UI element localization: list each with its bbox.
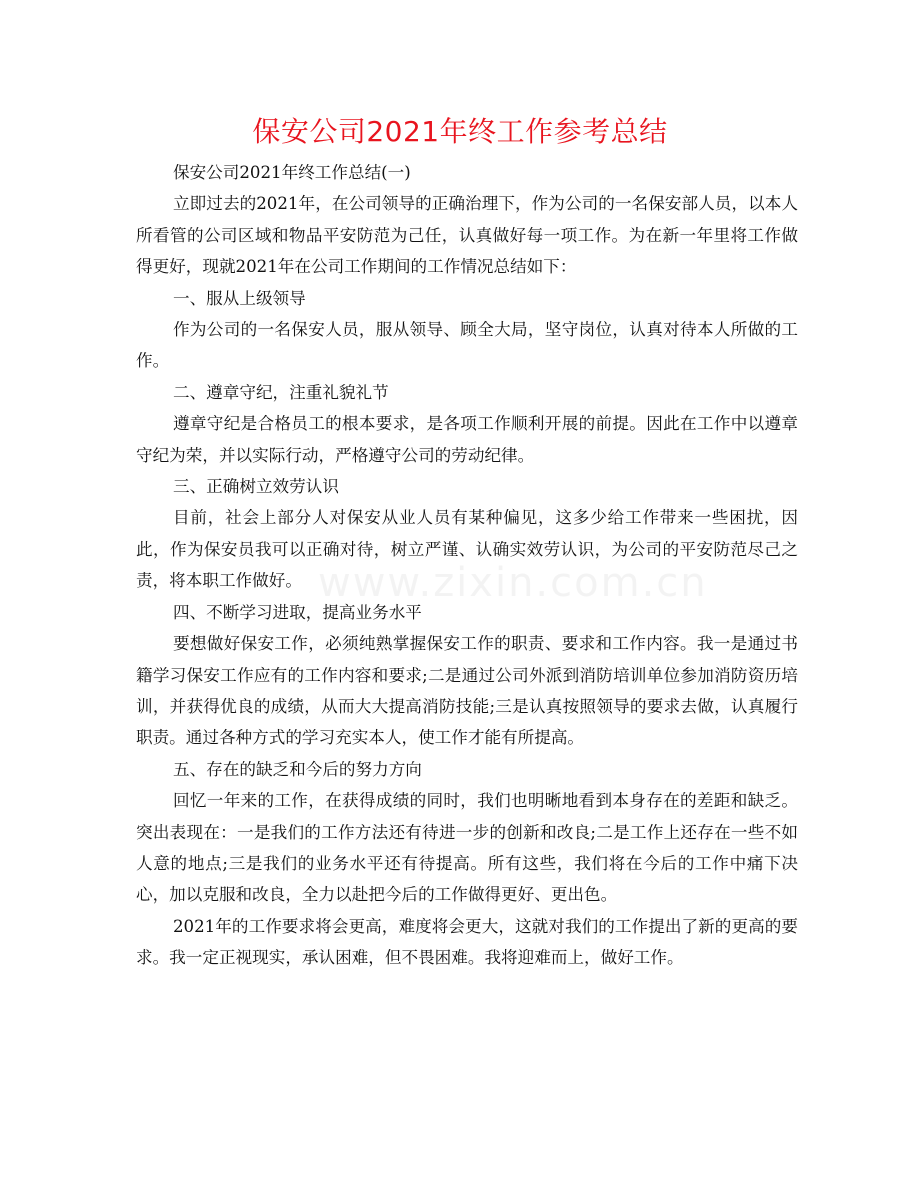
- section-heading-1: 一、服从上级领导: [173, 288, 306, 308]
- section-body-1: 作为公司的一名保安人员，服从领导、顾全大局，坚守岗位，认真对待本人所做的工作。: [136, 320, 798, 371]
- section-heading-4: 四、不断学习进取，提高业务水平: [173, 602, 422, 622]
- document-title: 保安公司2021年终工作参考总结: [252, 115, 668, 148]
- section-body-3: 目前，社会上部分人对保安从业人员有某种偏见，这多少给工作带来一些困扰，因此，作为保安员我可以正确对待，树立严谨、认确实效劳认识，为公司的平安防范尽己之责，将本职工作做好。: [136, 508, 798, 591]
- document-body: [136, 157, 798, 974]
- section-heading-3: 三、正确树立效劳认识: [173, 477, 339, 497]
- watermark: www.zixin.com.cn: [318, 560, 708, 606]
- section-heading-5: 五、存在的缺乏和今后的努力方向: [173, 759, 422, 779]
- section-body-2: 遵章守纪是合格员工的根本要求，是各项工作顺利开展的前提。因此在工作中以遵章守纪为荣，并以实际行动，严格遵守公司的劳动纪律。: [136, 414, 798, 465]
- closing-paragraph: 2021年的工作要求将会更高，难度将会更大，这就对我们的工作提出了新的更高的要求。我一定正视现实，承认困难，但不畏困难。我将迎难而上，做好工作。: [136, 916, 798, 968]
- subtitle-paragraph: 保安公司2021年终工作总结(一): [173, 163, 411, 182]
- section-body-4: 要想做好保安工作，必须纯熟掌握保安工作的职责、要求和工作内容。我一是通过书籍学习保安工作应有的工作内容和要求;二是通过公司外派到消防培训单位参加消防资历培训，并获得优良的成绩，从而大大提高消防技能;三是认真按照领导的要求去做，认真履行职责。通过各种方式的学习充实本人，使工作才能有所提高。: [136, 634, 798, 748]
- section-heading-2: 二、遵章守纪，注重礼貌礼节: [173, 382, 389, 402]
- section-body-5: 回忆一年来的工作，在获得成绩的同时，我们也明晰地看到本身存在的差距和缺乏。突出表现在：一是我们的工作方法还有待进一步的创新和改良;二是工作上还存在一些不如人意的地点;三是我们的业务水平还有待提高。所有这些，我们将在今后的工作中痛下决心，加以克服和改良，全力以赴把今后的工作做得更好、更出色。: [136, 791, 798, 905]
- intro-paragraph: 立即过去的2021年，在公司领导的正确治理下，作为公司的一名保安部人员，以本人所看管的公司区域和物品平安防范为己任，认真做好每一项工作。为在新一年里将工作做得更好，现就2021年在公司工作期间的工作情况总结如下：: [136, 194, 798, 277]
